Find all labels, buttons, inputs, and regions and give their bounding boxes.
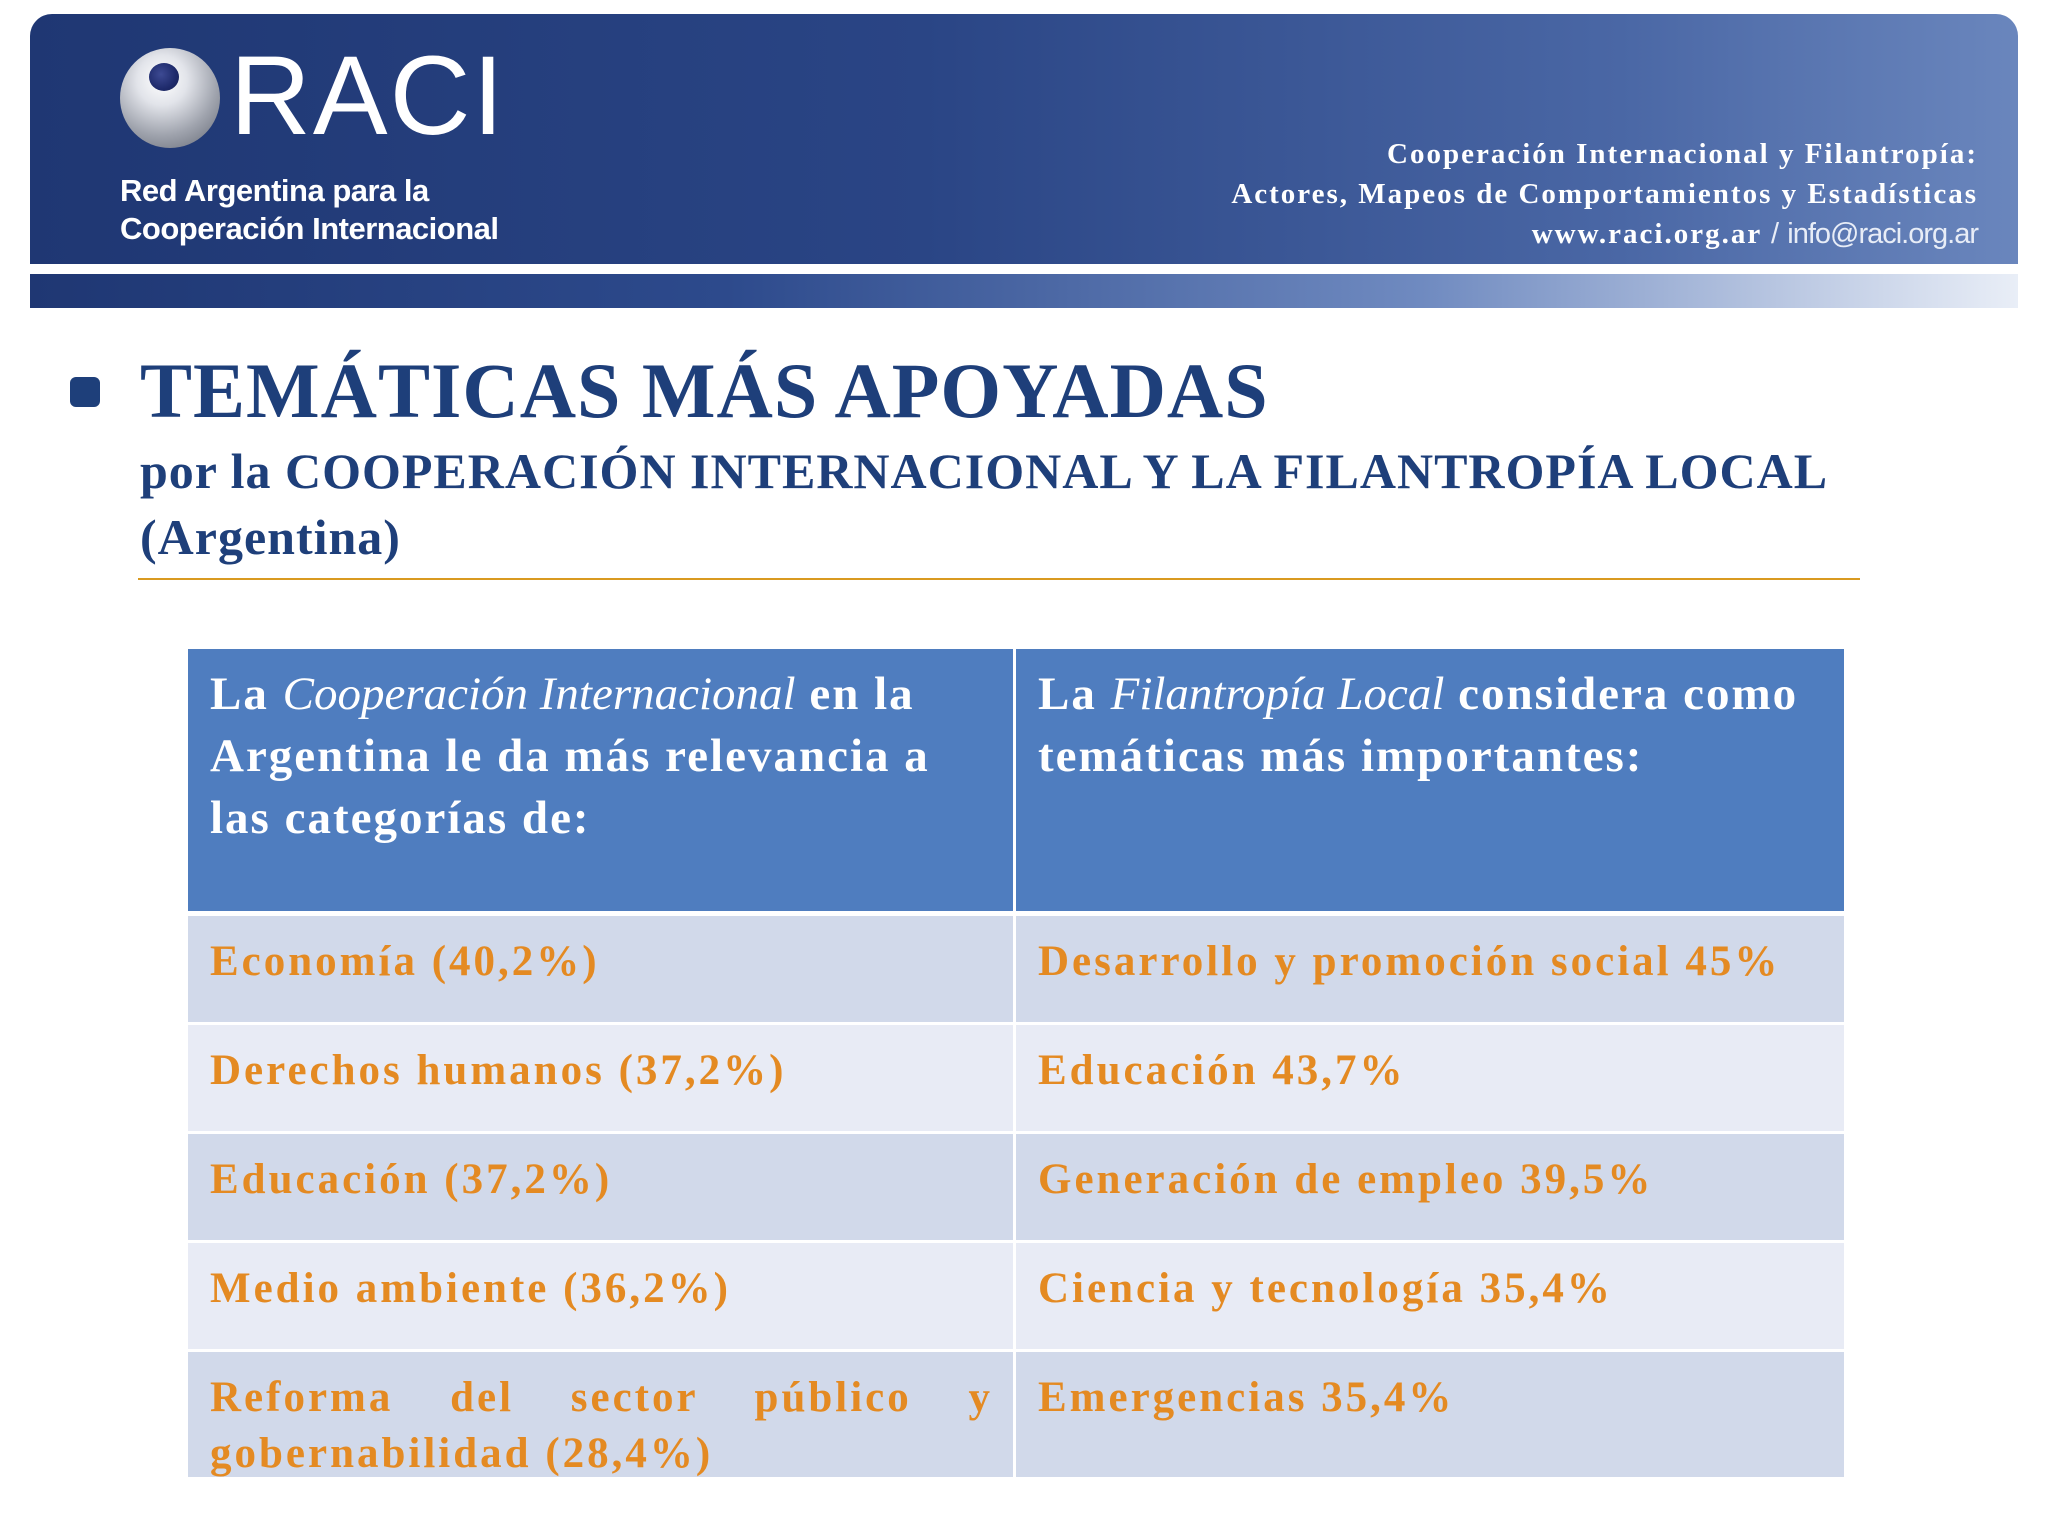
title-divider [138, 578, 1860, 580]
table-header-cooperation [188, 649, 1016, 916]
table-cell-right: Emergencias 35,4% [1016, 1352, 1844, 1480]
logo-subtitle-line-2: Cooperación Internacional [120, 211, 499, 246]
table-cell-right: Generación de empleo 39,5% [1016, 1134, 1844, 1243]
header-contact [1231, 214, 1978, 254]
header-italic: Filantropía Local [1110, 668, 1445, 720]
slide-title: TEMÁTICAS MÁS APOYADAS [140, 347, 1269, 434]
email-link[interactable]: info@raci.org.ar [1787, 218, 1978, 250]
header-gradient-bar [30, 274, 2018, 308]
table-cell-left: Educación (37,2%) [188, 1134, 1016, 1243]
slide-subtitle-line-1: por la COOPERACIÓN INTERNACIONAL Y LA FILANTROPÍA LOCAL [140, 443, 1829, 499]
topics-table [188, 649, 1844, 1480]
logo-text: RACI [230, 33, 506, 158]
table-cell-left: Medio ambiente (36,2%) [188, 1243, 1016, 1352]
square-bullet-icon [70, 377, 100, 407]
header-banner [30, 14, 2018, 264]
table-cell-left: Derechos humanos (37,2%) [188, 1025, 1016, 1134]
slide-subtitle [140, 438, 2020, 570]
contact-separator: / [1770, 218, 1778, 250]
website-link[interactable]: www.raci.org.ar [1531, 218, 1762, 250]
raci-logo-icon [120, 48, 220, 148]
header-info [1231, 134, 1978, 254]
table-cell-right: Educación 43,7% [1016, 1025, 1844, 1134]
table-cell-right: Ciencia y tecnología 35,4% [1016, 1243, 1844, 1352]
header-line-2: Actores, Mapeos de Comportamientos y Estadísticas [1231, 178, 1978, 210]
table-cell-right: Desarrollo y promoción social 45% [1016, 916, 1844, 1025]
slide-subtitle-line-2: (Argentina) [140, 509, 401, 565]
table-header-philanthropy [1016, 649, 1844, 916]
logo-subtitle-line-1: Red Argentina para la [120, 173, 429, 208]
header-pre: La [210, 668, 283, 720]
table-cell-left: Economía (40,2%) [188, 916, 1016, 1025]
logo-subtitle [120, 172, 499, 248]
header-pre: La [1038, 668, 1111, 720]
header-italic: Cooperación Internacional [282, 668, 796, 720]
header-line-1: Cooperación Internacional y Filantropía: [1387, 138, 1978, 170]
header-post: en la Argentina le da más relevancia a las categorías de: [210, 668, 930, 844]
logo-dot [149, 63, 179, 91]
header-post: considera como temáticas más importantes: [1038, 668, 1799, 782]
table-cell-left: Reforma del sector público y gobernabilidad (28,4%) [188, 1352, 1016, 1480]
